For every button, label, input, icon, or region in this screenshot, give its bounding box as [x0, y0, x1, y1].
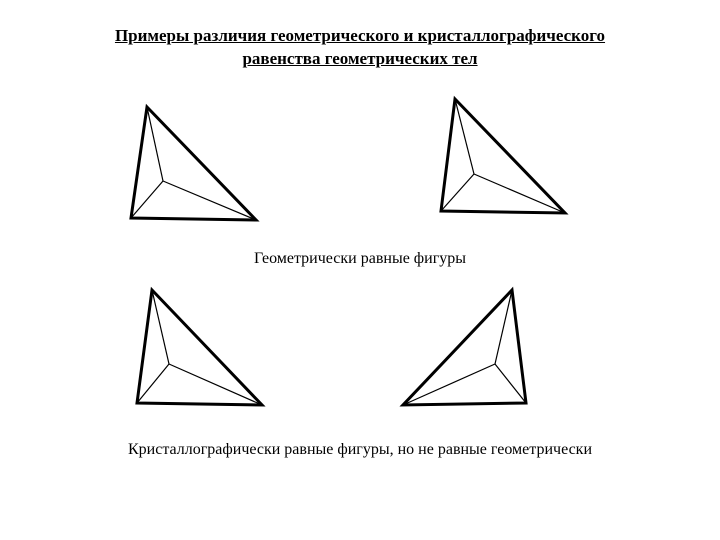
- pyramid-outline: [131, 107, 256, 220]
- pyramid-edge: [169, 364, 262, 405]
- pyramid-bottom-left: [137, 290, 262, 405]
- caption-geometric: Геометрически равные фигуры: [253, 250, 467, 267]
- caption-crystallographic: Кристаллографически равные фигуры, но не равные геометрически: [127, 441, 593, 458]
- pyramid-top-left: [131, 107, 256, 220]
- pyramid-edge: [163, 181, 256, 220]
- pyramid-edge: [147, 107, 163, 181]
- title-line-2: равенства геометрических тел: [242, 49, 478, 68]
- pyramid-top-right: [441, 99, 565, 213]
- pyramid-edge: [474, 174, 565, 213]
- pyramid-edge: [152, 290, 169, 364]
- pyramid-edge: [403, 364, 495, 405]
- pyramid-bottom-right: [403, 290, 526, 405]
- title-line-1: Примеры различия геометрического и кристаллографического: [114, 26, 606, 45]
